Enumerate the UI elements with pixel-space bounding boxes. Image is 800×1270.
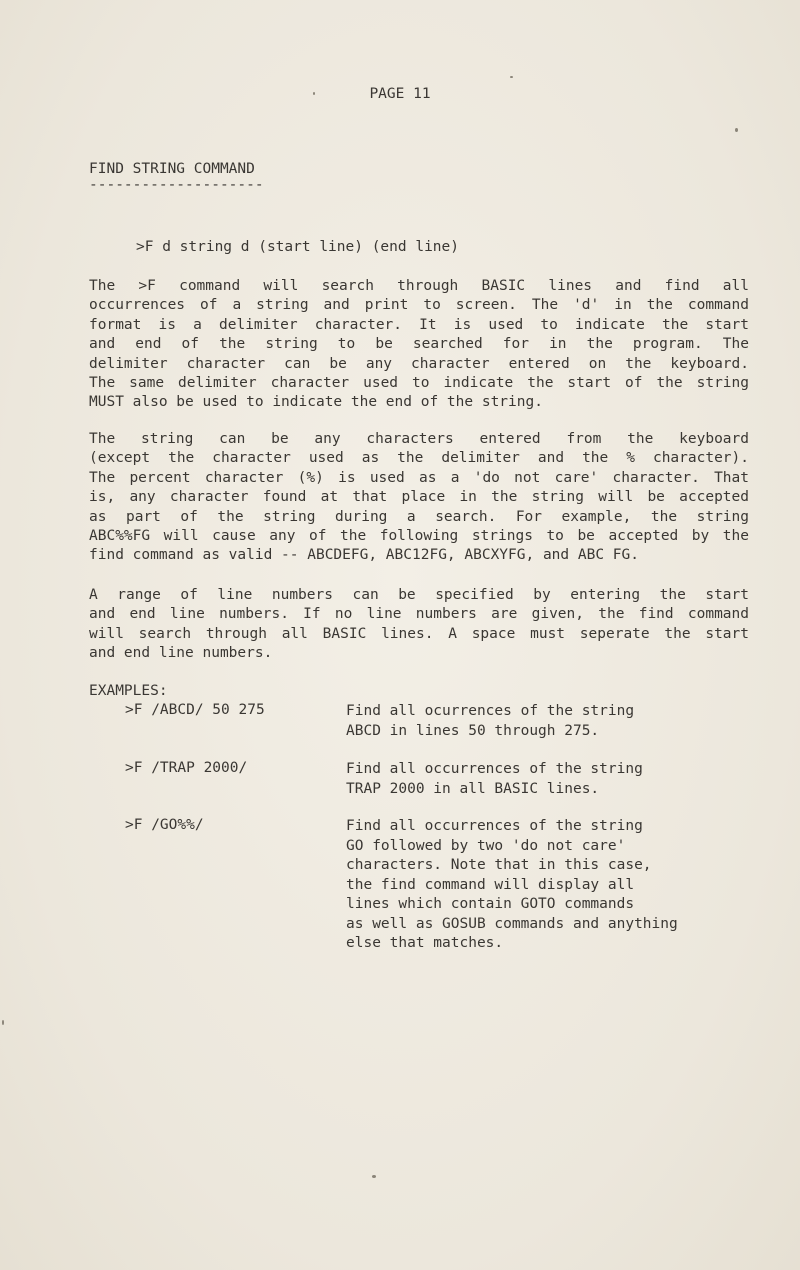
text-line: MUST also be used to indicate the end of the string. bbox=[89, 394, 543, 411]
paper-speck bbox=[735, 128, 738, 132]
text-line: lines which contain GOTO commands bbox=[346, 896, 635, 912]
text-line: A range of line numbers can be specified by entering the start bbox=[89, 587, 749, 603]
page-number: PAGE 11 bbox=[369, 86, 431, 102]
text-line: (except the character used as the delimiter and the % character). bbox=[89, 450, 749, 467]
example-command: >F /TRAP 2000/ bbox=[125, 760, 248, 776]
paper-speck bbox=[2, 1020, 4, 1025]
text-line: ABC%%FG will cause any of the following strings to be accepted by the bbox=[89, 528, 749, 545]
text-line: the find command will display all bbox=[346, 876, 635, 893]
text-line: as part of the string during a search. For example, the string bbox=[89, 508, 749, 525]
text-line: The same delimiter character used to indicate the start of the string bbox=[89, 375, 749, 392]
example-description bbox=[346, 760, 643, 799]
text-line: delimiter character can be any character entered on the keyboard. bbox=[89, 355, 749, 372]
paper-speck bbox=[313, 92, 315, 95]
text-line: occurrences of a string and print to screen. The 'd' in the command bbox=[89, 297, 749, 314]
examples-label: EXAMPLES: bbox=[89, 683, 168, 699]
example-command: >F /GO%%/ bbox=[125, 817, 204, 833]
text-line: Find all occurrences of the string bbox=[346, 818, 643, 834]
example-command: >F /ABCD/ 50 275 bbox=[125, 702, 265, 718]
text-line: GO followed by two 'do not care' bbox=[346, 837, 626, 854]
text-line: characters. Note that in this case, bbox=[346, 857, 652, 873]
text-line: else that matches. bbox=[346, 935, 504, 951]
text-line: ABCD in lines 50 through 275. bbox=[346, 722, 600, 739]
paragraph-description bbox=[89, 277, 749, 413]
paper-speck bbox=[372, 1175, 376, 1178]
command-syntax: >F d string d (start line) (end line) bbox=[136, 239, 460, 255]
text-line: and end line numbers. If no line numbers are given, the find command bbox=[89, 606, 749, 623]
text-line: and end line numbers. bbox=[89, 645, 273, 662]
text-line: The percent character (%) is used as a 'do not care' character. That bbox=[89, 469, 749, 486]
paragraph-string-rules bbox=[89, 430, 749, 566]
text-line: Find all occurrences of the string bbox=[346, 761, 643, 777]
text-line: find command as valid -- ABCDEFG, ABC12FG, ABCXYFG, and ABC FG. bbox=[89, 547, 639, 564]
text-line: The >F command will search through BASIC lines and find all bbox=[89, 278, 749, 294]
example-description bbox=[346, 817, 678, 954]
text-line: format is a delimiter character. It is used to indicate the start bbox=[89, 316, 749, 333]
text-line: The string can be any characters entered from the keyboard bbox=[89, 431, 749, 447]
text-line: as well as GOSUB commands and anything bbox=[346, 915, 678, 932]
example-description bbox=[346, 702, 634, 741]
text-line: and end of the string to be searched for in the program. The bbox=[89, 336, 749, 353]
text-line: is, any character found at that place in the string will be accepted bbox=[89, 489, 749, 506]
text-line: Find all ocurrences of the string bbox=[346, 703, 635, 719]
paper-speck bbox=[510, 76, 513, 78]
paragraph-line-range bbox=[89, 586, 749, 664]
section-title-underline: -------------------- bbox=[89, 177, 264, 193]
text-line: will search through all BASIC lines. A space must seperate the start bbox=[89, 625, 749, 642]
section-title: FIND STRING COMMAND bbox=[89, 161, 255, 177]
text-line: TRAP 2000 in all BASIC lines. bbox=[346, 780, 600, 797]
